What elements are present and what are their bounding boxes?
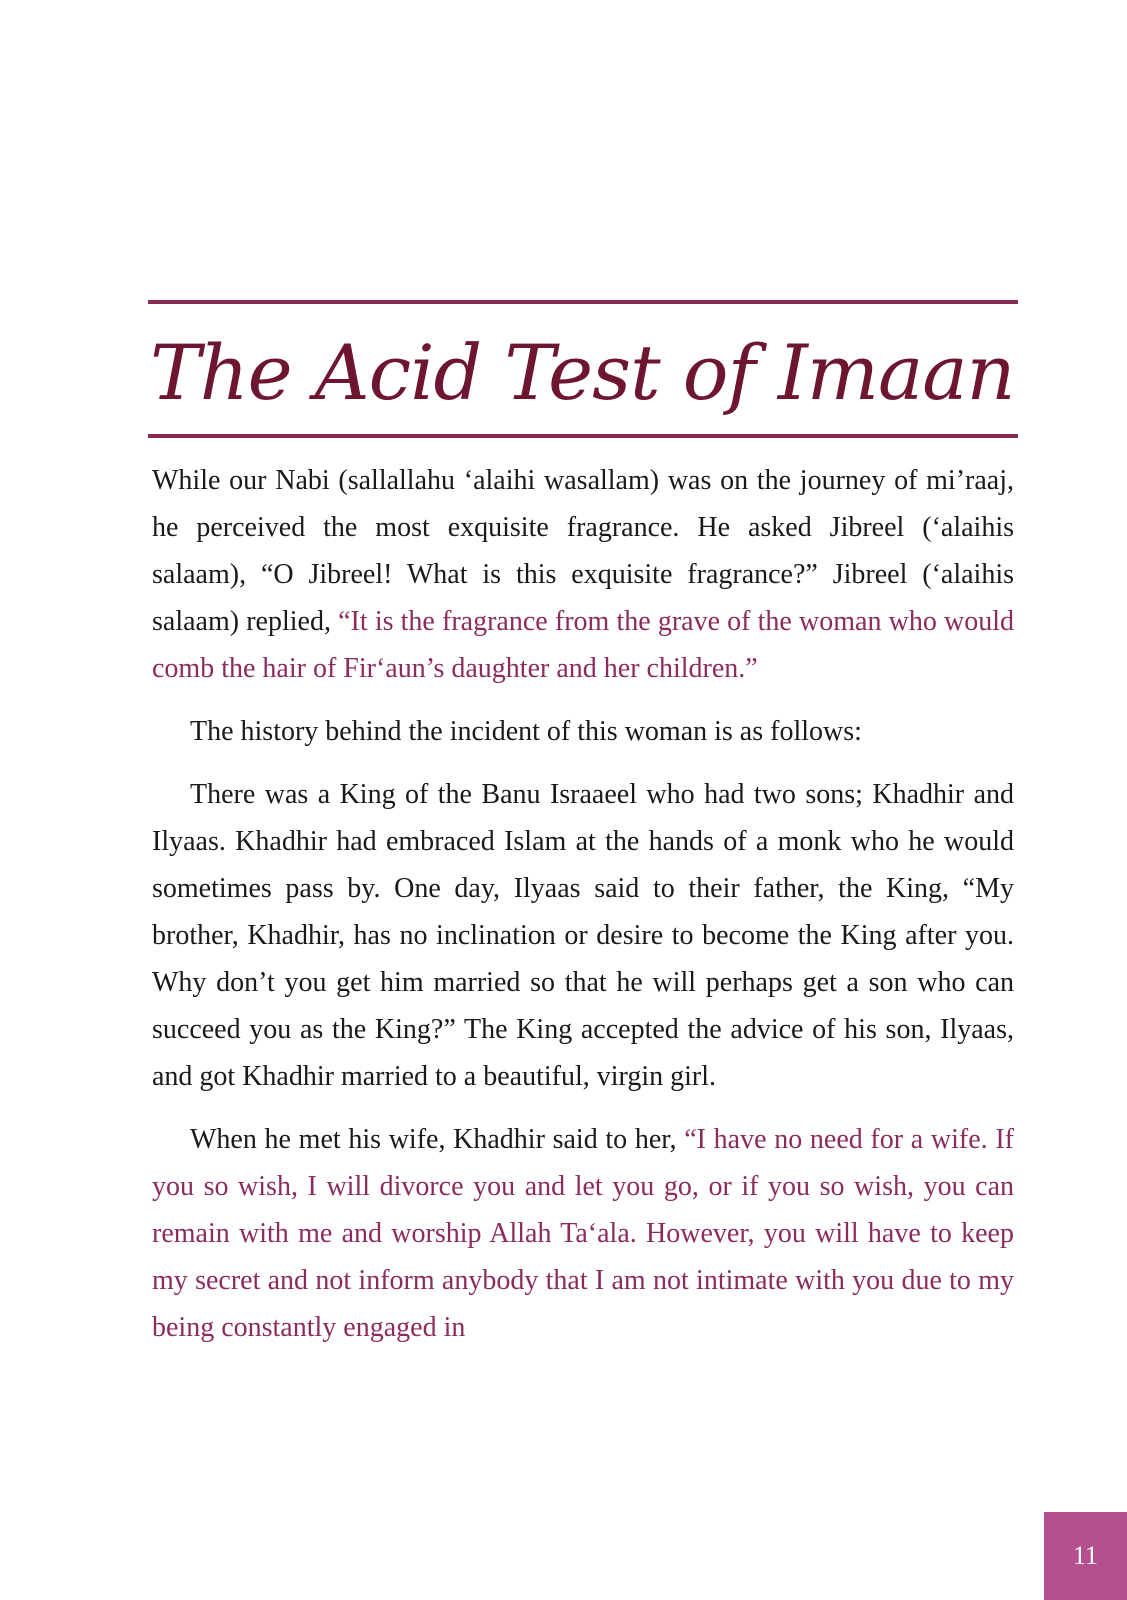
chapter-title: The Acid Test of Imaan bbox=[150, 328, 1015, 417]
paragraph-2 bbox=[152, 708, 1014, 755]
body-text bbox=[152, 457, 1014, 1367]
page-number: 11 bbox=[1044, 1512, 1127, 1600]
paragraph-1 bbox=[152, 457, 1014, 692]
paragraph-4 bbox=[152, 1116, 1014, 1351]
quote-text: “I have no need for a wife. If you so wish, I will divorce you and let you go, or if you so wish, you can remain with me and worship Allah Ta‘ala. However, you will have to keep my secret and not inform anybody that I am not intimate with you due to my being constantly engaged in bbox=[152, 1124, 1014, 1343]
paragraph-text: The history behind the incident of this woman is as follows: bbox=[190, 716, 862, 747]
paragraph-text: While our Nabi (sallallahu ‘alaihi wasallam) was on the journey of mi’raaj, he perceived the most exquisite fragrance. He asked Jibreel (‘alaihis salaam), “O Jibreel! What is this exquisite fragrance?” Jibreel (‘alaihis salaam) replied, bbox=[152, 465, 1014, 637]
paragraph-text: There was a King of the Banu Israaeel who had two sons; Khadhir and Ilyaas. Khadhir had embraced Islam at the hands of a monk who he would sometimes pass by. One day, Ilyaas said to their father, the King, “My brother, Khadhir, has no inclination or desire to become the King after you. Why don’t you get him married so that he will perhaps get a son who can succeed you as the King?” The King accepted the advice of his son, Ilyaas, and got Khadhir married to a beautiful, virgin girl. bbox=[152, 779, 1014, 1092]
paragraph-3 bbox=[152, 771, 1014, 1100]
title-rule-top bbox=[148, 300, 1018, 304]
title-rule-bottom bbox=[148, 434, 1018, 438]
paragraph-text: When he met his wife, Khadhir said to her, bbox=[190, 1124, 685, 1155]
quote-text: “It is the fragrance from the grave of the woman who would comb the hair of Fir‘aun’s daughter and her children.” bbox=[152, 606, 1014, 684]
